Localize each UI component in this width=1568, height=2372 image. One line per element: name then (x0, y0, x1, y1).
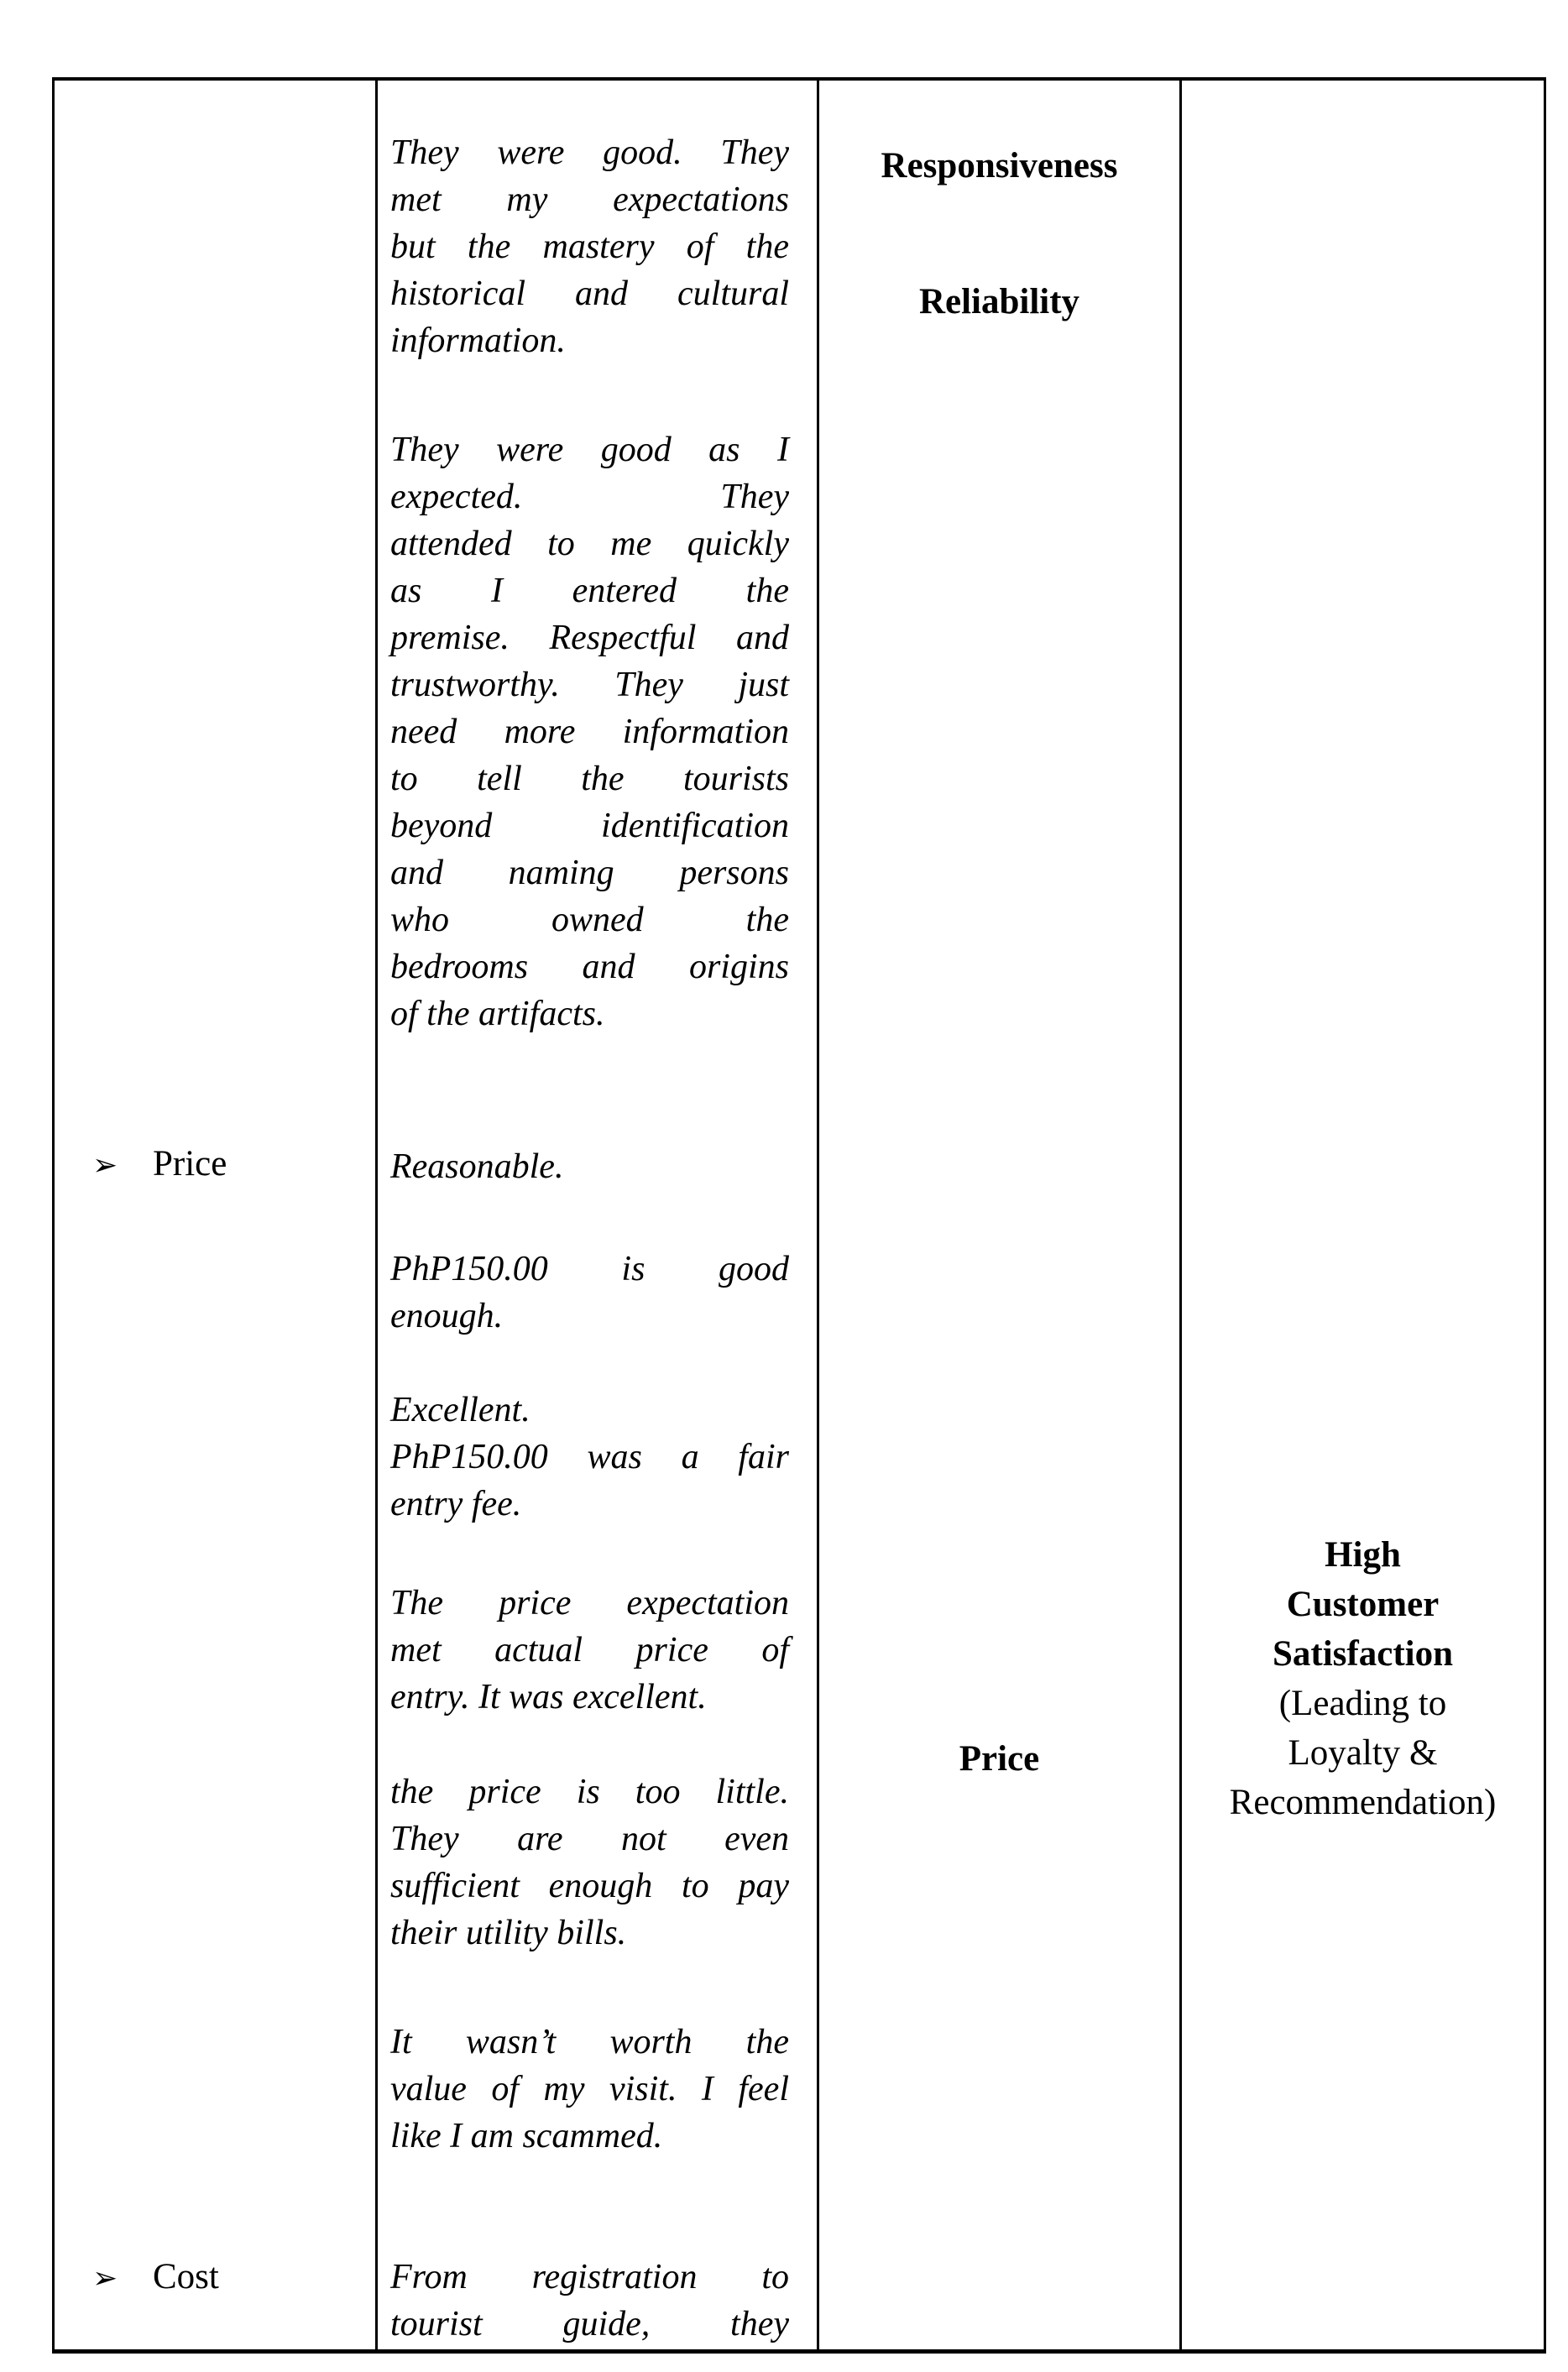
quote-line: It wasn’t worth the (390, 2023, 789, 2061)
quote-line: PhP150.00 is good (390, 1250, 789, 1288)
list-item-cost (92, 2254, 219, 2301)
outcome-title-line: High (1325, 1535, 1401, 1575)
quote-line: Reasonable. (390, 1147, 564, 1186)
quote-paragraph (390, 1769, 789, 1957)
quote-line: to tell the tourists (390, 760, 789, 798)
quote-line: premise. Respectful and (390, 619, 789, 657)
outcome-title-line: Customer (1286, 1585, 1440, 1624)
quote-line: value of my visit. I feel (390, 2070, 789, 2108)
quote-line: They are not even (390, 1820, 789, 1858)
outcome-subtitle-line: Recommendation) (1229, 1783, 1497, 1822)
dimension-label-reliability: Reliability (918, 282, 1080, 321)
indicator-label: Price (153, 1144, 227, 1183)
quote-line: and naming persons (390, 854, 789, 892)
column-outcome (1182, 81, 1544, 2349)
indicator-label: Cost (153, 2257, 219, 2296)
quote-line: expected. They (390, 478, 789, 516)
quote-line: From registration to (390, 2258, 789, 2296)
dimension-label-price: Price (959, 1739, 1040, 1779)
column-dimensions (819, 81, 1179, 2349)
quote-line: historical and cultural (390, 274, 789, 313)
findings-table (52, 77, 1546, 2354)
quote-paragraph (390, 2254, 789, 2348)
quote-line: PhP150.00 was a fair (390, 1438, 789, 1476)
arrow-bullet-icon: ➢ (92, 2261, 118, 2296)
outcome-cell (1182, 1530, 1544, 1827)
outcome-title-line: Satisfaction (1273, 1634, 1453, 1674)
quote-line: who owned the (390, 901, 789, 939)
quote-line: enough. (390, 1297, 504, 1335)
quote-line: entry. It was excellent. (390, 1678, 707, 1716)
quote-line: beyond identification (390, 807, 789, 845)
quote-line: but the mastery of the (390, 227, 789, 266)
arrow-bullet-icon: ➢ (92, 1148, 118, 1183)
quote-line: information. (390, 321, 566, 360)
column-indicators (55, 81, 375, 2349)
quote-line: trustworthy. They just (390, 666, 789, 704)
quote-line: the price is too little. (390, 1773, 789, 1811)
quote-line: as I entered the (390, 572, 789, 610)
quote-line: entry fee. (390, 1485, 522, 1523)
quote-paragraph (390, 1143, 789, 1190)
outcome-subtitle-line: Loyalty & (1288, 1733, 1438, 1773)
quote-line: tourist guide, they (390, 2305, 789, 2343)
quote-line: They were good as I (390, 431, 789, 469)
list-item-price (92, 1141, 227, 1188)
dimension-label-responsiveness: Responsiveness (881, 146, 1118, 185)
quote-line: bedrooms and origins (390, 948, 789, 986)
quote-paragraph (390, 129, 789, 364)
quote-line: met my expectations (390, 180, 789, 219)
quote-line: sufficient enough to pay (390, 1867, 789, 1905)
quote-line: The price expectation (390, 1584, 789, 1622)
outcome-subtitle-line: (Leading to (1278, 1684, 1447, 1723)
quote-paragraph (390, 1387, 789, 1528)
quote-line: Excellent. (390, 1391, 531, 1429)
quote-line: need more information (390, 713, 789, 751)
quote-paragraph (390, 2019, 789, 2160)
quote-line: of the artifacts. (390, 995, 605, 1033)
quote-line: their utility bills. (390, 1914, 627, 1952)
quote-line: like I am scammed. (390, 2117, 663, 2155)
quote-paragraph (390, 1246, 789, 1340)
quote-line: attended to me quickly (390, 525, 789, 563)
quote-line: They were good. They (390, 133, 789, 172)
quote-line: met actual price of (390, 1631, 789, 1669)
quote-paragraph (390, 1580, 789, 1721)
quote-paragraph (390, 426, 789, 1037)
column-quotes (378, 81, 817, 2349)
